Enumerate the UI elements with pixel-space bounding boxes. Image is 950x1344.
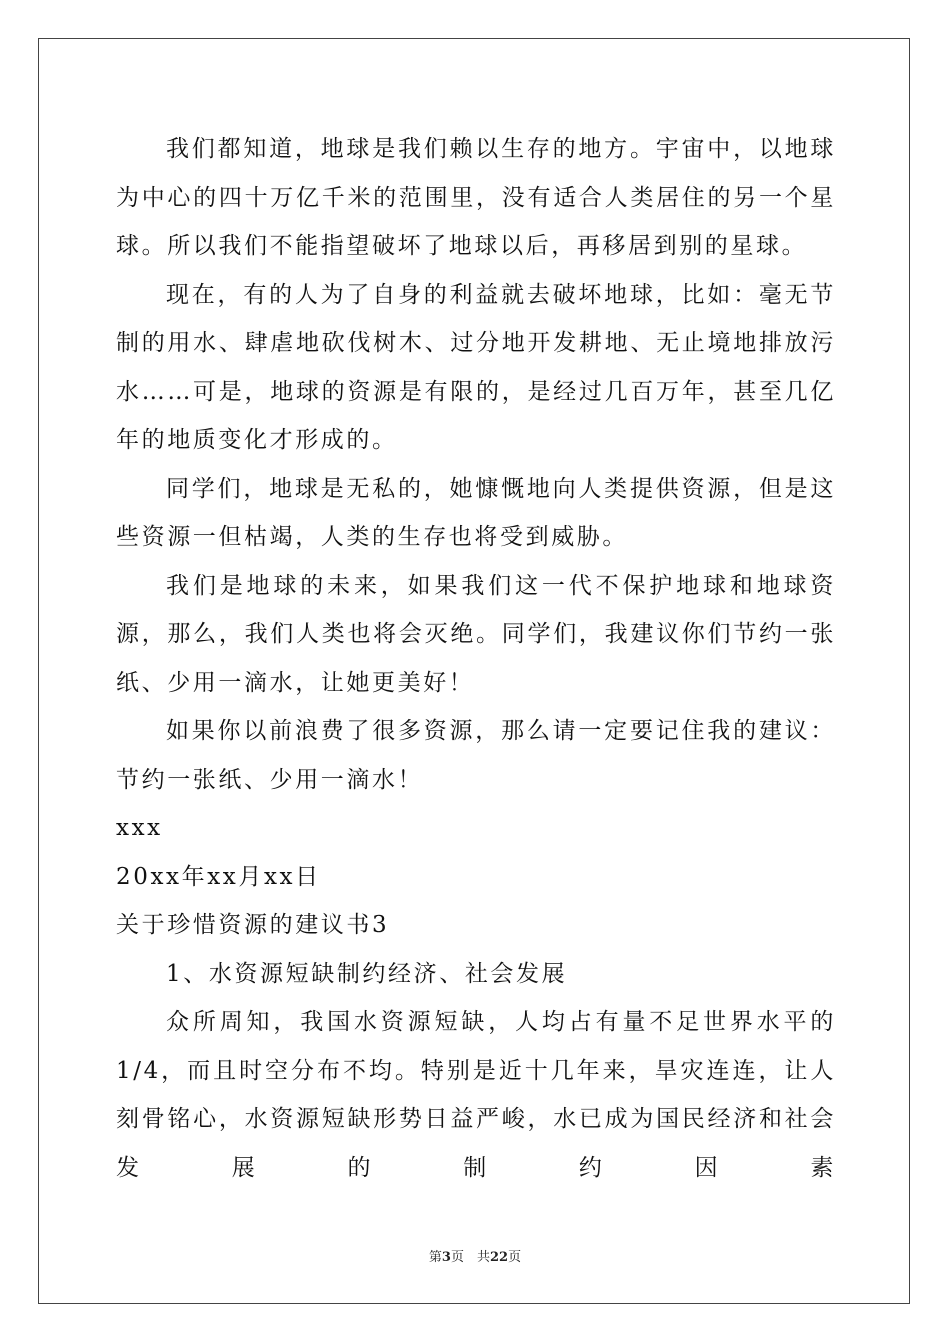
page-mid: 页 共 (450, 1250, 490, 1265)
date: 20xx年xx月xx日 (116, 863, 321, 890)
document-body (116, 125, 836, 1192)
paragraph-destruction: 现在，有的人为了自身的利益就去破坏地球，比如：毫无节制的用水、肆虐地砍伐树木、过分地开发耕地、无止境地排放污水……可是，地球的资源是有限的，是经过几百万年，甚至几亿年的地质变化才形成的。 (116, 281, 836, 453)
page-suffix: 页 (508, 1250, 522, 1265)
paragraph-suggestion: 如果你以前浪费了很多资源，那么请一定要记住我的建议：节约一张纸、少用一滴水！ (116, 718, 836, 793)
section-title: 关于珍惜资源的建议书3 (116, 912, 390, 938)
section-heading: 1、水资源短缺制约经济、社会发展 (166, 960, 568, 987)
page-total: 22 (489, 1250, 509, 1265)
page-current: 3 (441, 1250, 451, 1265)
paragraph-future: 我们是地球的未来，如果我们这一代不保护地球和地球资源，那么，我们人类也将会灭绝。同学们，我建议你们节约一张纸、少用一滴水，让她更美好！ (116, 572, 836, 696)
paragraph-earth-home: 我们都知道，地球是我们赖以生存的地方。宇宙中，以地球为中心的四十万亿千米的范围里，没有适合人类居住的另一个星球。所以我们不能指望破坏了地球以后，再移居到别的星球。 (116, 136, 836, 259)
paragraph-resources-limited: 同学们，地球是无私的，她慷慨地向人类提供资源，但是这些资源一但枯竭，人类的生存也将受到威胁。 (116, 475, 836, 550)
paragraph-water-shortage: 众所周知，我国水资源短缺，人均占有量不足世界水平的1/4，而且时空分布不均。特别是近十几年来，旱灾连连，让人刻骨铭心，水资源短缺形势日益严峻，水已成为国民经济和社会发展的制约因素 (116, 1009, 836, 1181)
signature: xxx (116, 815, 163, 841)
page-prefix: 第 (428, 1250, 442, 1265)
page-footer (0, 1246, 950, 1265)
